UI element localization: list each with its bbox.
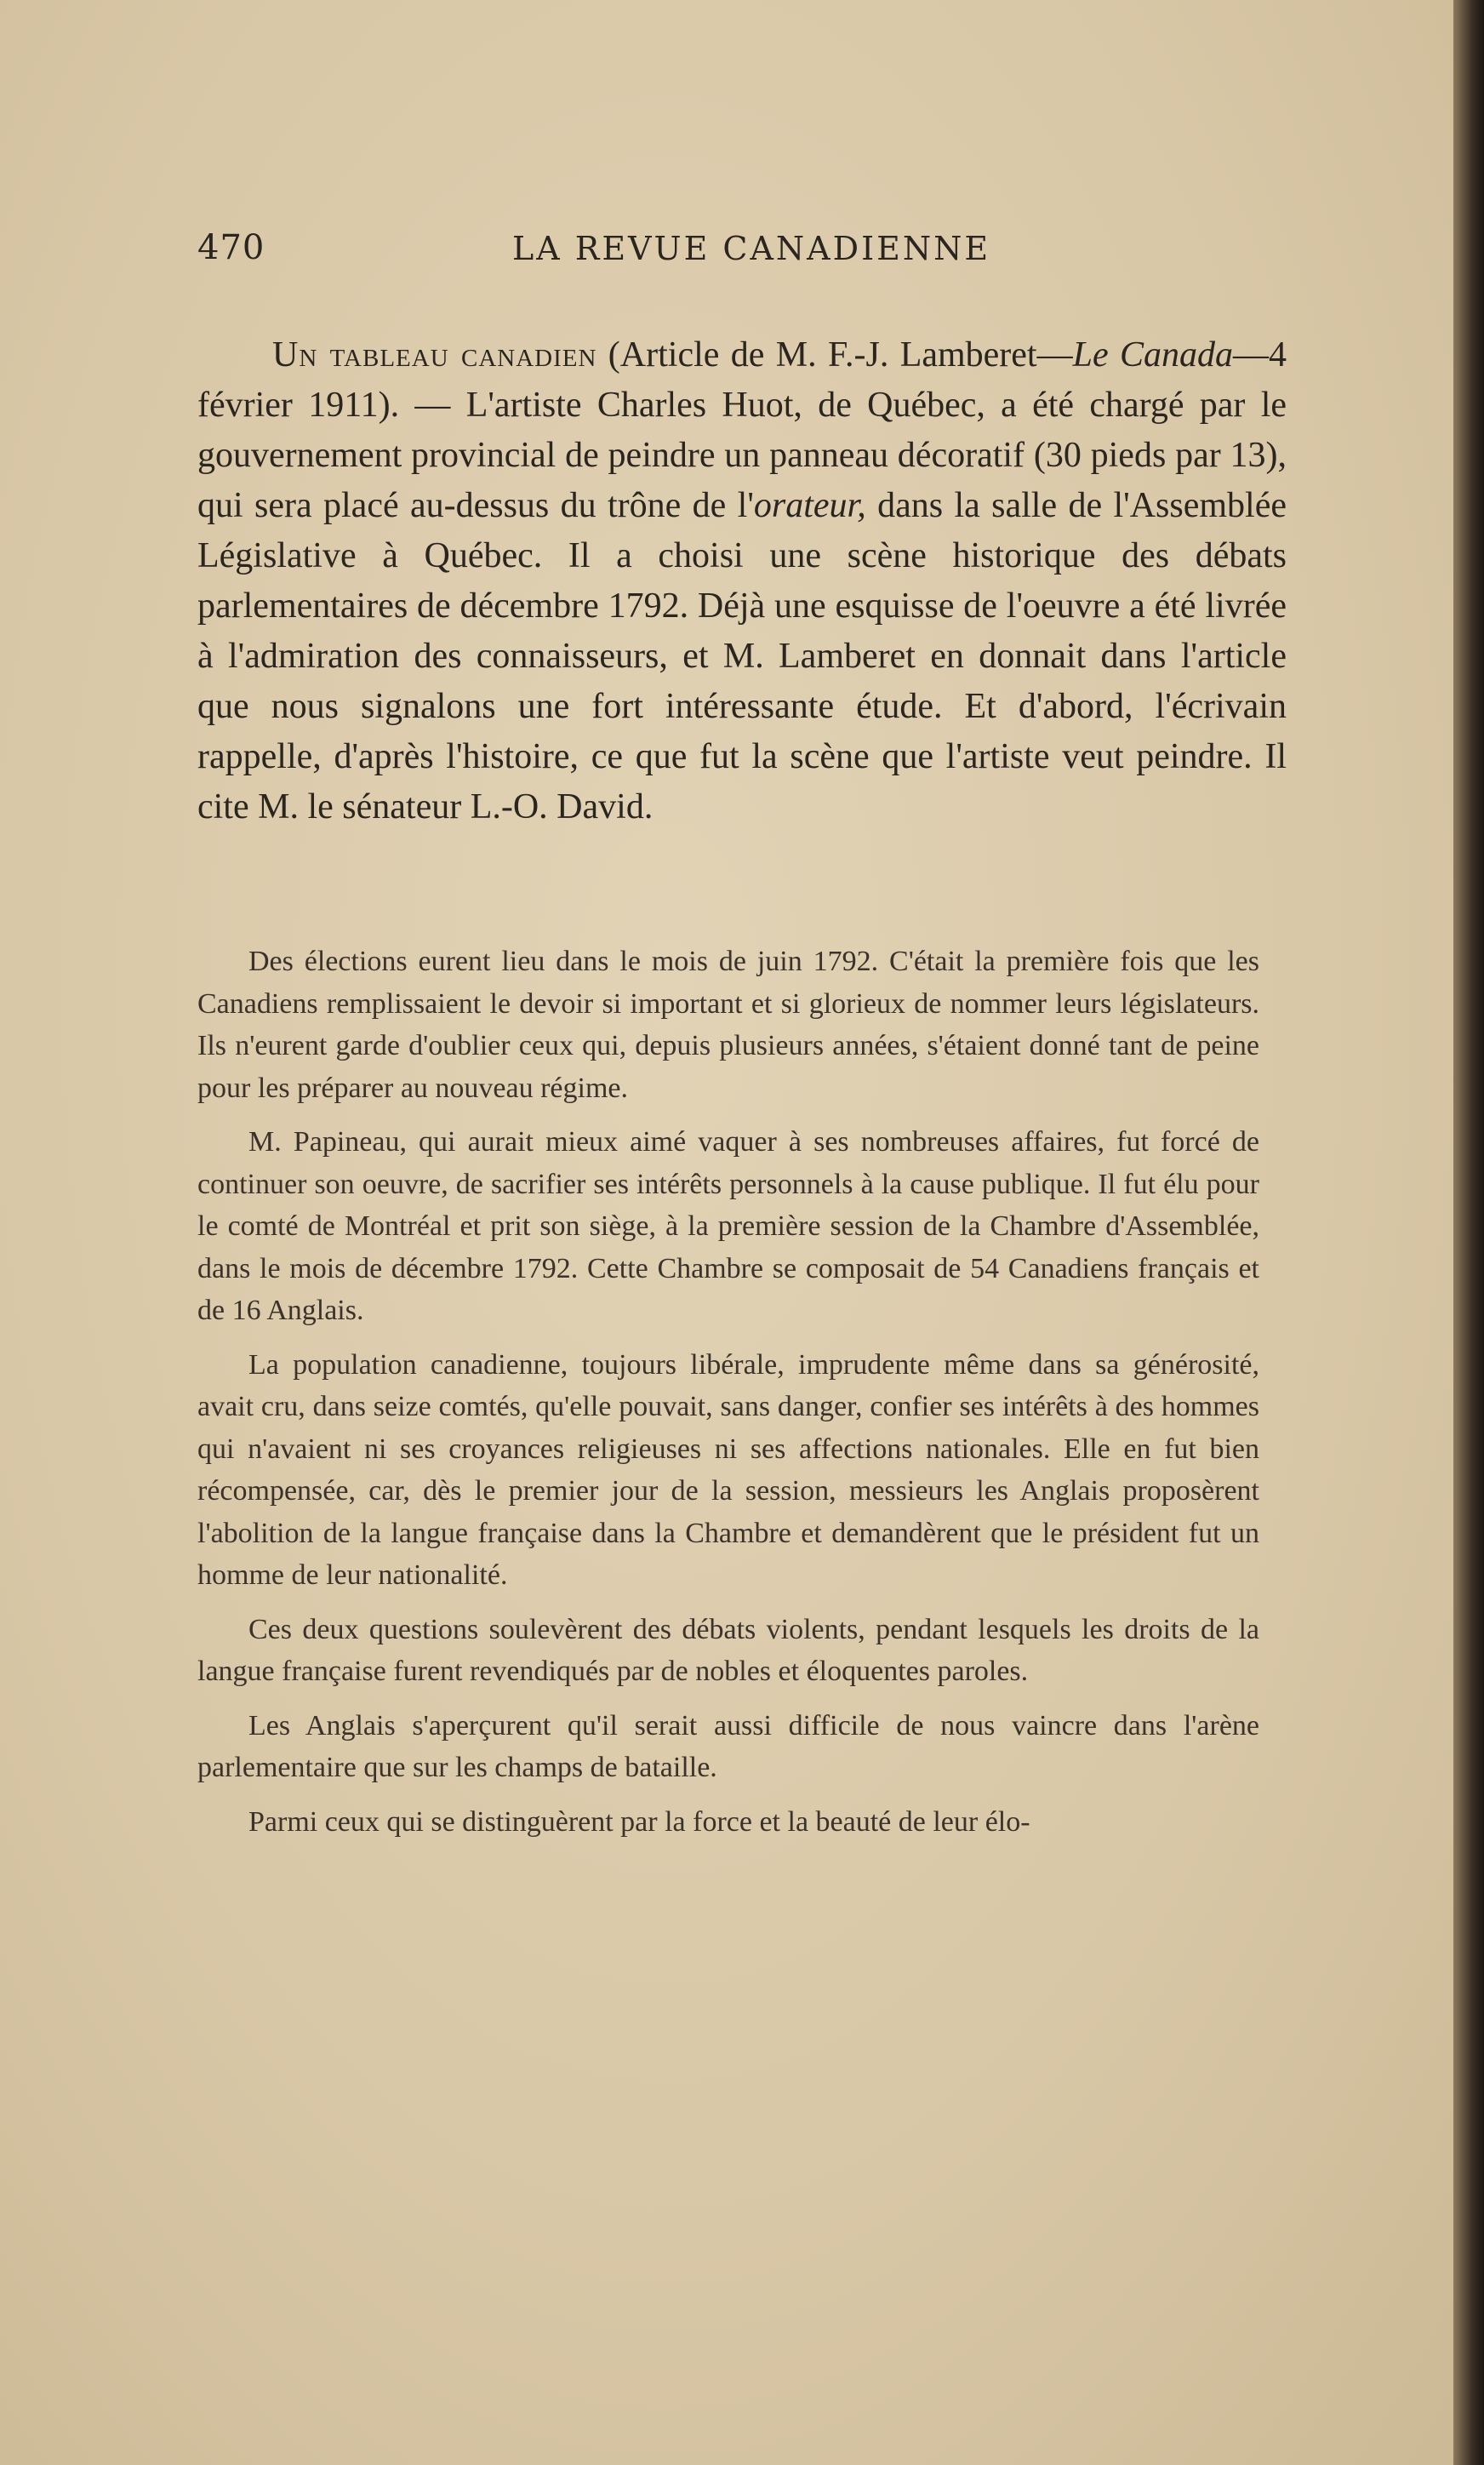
lead-smallcaps: Un tableau canadien xyxy=(272,335,597,375)
intro-paragraph xyxy=(197,330,1287,832)
quote-paragraph: La population canadienne, toujours libérale, imprudente même dans sa générosité, avait cru, dans seize comtés, qu'elle pouvait, sans danger, confier ses intérêts à des hommes qui n'avaient ni ses croyances religieuses ni ses affections nationales. Elle en fut bien récompensée, car, dès le premier jour de la session, messieurs les Anglais proposèrent l'abolition de la langue française dans la Chambre et demandèrent que le président fut un homme de leur nationalité. xyxy=(197,1348,1259,1591)
page-header xyxy=(197,228,1285,279)
quote-paragraph: Les Anglais s'aperçurent qu'il serait aussi difficile de nous vaincre dans l'arène parlementaire que sur les champs de bataille. xyxy=(197,1709,1259,1783)
quote-paragraph: Parmi ceux qui se distinguèrent par la force et la beauté de leur élo- xyxy=(248,1805,1030,1838)
intro-text xyxy=(197,330,1287,832)
intro-segment-2: —4 février 1911). — L'artiste Charles Huot, de Québec, a été chargé par le gouvernement provincial de peindre un panneau décoratif (30 pieds par 13), qui sera placé au-dessus du trône de l' xyxy=(197,335,1287,525)
quoted-passage xyxy=(197,941,1259,1855)
intro-segment-3: dans la salle de l'Assemblée Législative à Québec. Il a choisi une scène historique des débats parlementaires de décembre 1792. Déjà une esquisse de l'oeuvre a été livrée à l'admiration des connaisseurs, et M. Lamberet en donnait dans l'article que nous signalons une fort intéressante étude. Et d'abord, l'écrivain rappelle, d'après l'histoire, ce que fut la scène que l'artiste veut peindre. Il cite M. le sénateur L.-O. David. xyxy=(197,486,1287,826)
intro-italic-2: orateur, xyxy=(753,486,866,525)
intro-segment-1: (Article de M. F.-J. Lamberet— xyxy=(596,335,1073,375)
quote-paragraph: M. Papineau, qui aurait mieux aimé vaquer à ses nombreuses affaires, fut forcé de continuer son oeuvre, de sacrifier ses intérêts personnels à la cause publique. Il fut élu pour le comté de Montréal et prit son siège, à la première session de la Chambre d'Assemblée, dans le mois de décembre 1792. Cette Chambre se composait de 54 Canadiens français et de 16 Anglais. xyxy=(197,1126,1259,1326)
quote-paragraph: Des élections eurent lieu dans le mois de juin 1792. C'était la première fois que les Canadiens remplissaient le devoir si important et si glorieux de nommer leurs législateurs. Ils n'eurent garde d'oublier ceux qui, depuis plusieurs années, s'étaient donné tant de peine pour les préparer au nouveau régime. xyxy=(197,946,1259,1104)
intro-italic-1: Le Canada xyxy=(1072,335,1233,375)
page-number: 470 xyxy=(197,228,265,267)
book-spine-shadow xyxy=(1453,0,1484,2465)
running-head: LA REVUE CANADIENNE xyxy=(512,230,991,267)
quote-paragraph: Ces deux questions soulevèrent des débats violents, pendant lesquels les droits de la langue française furent revendiqués par de nobles et éloquentes paroles. xyxy=(197,1613,1259,1687)
